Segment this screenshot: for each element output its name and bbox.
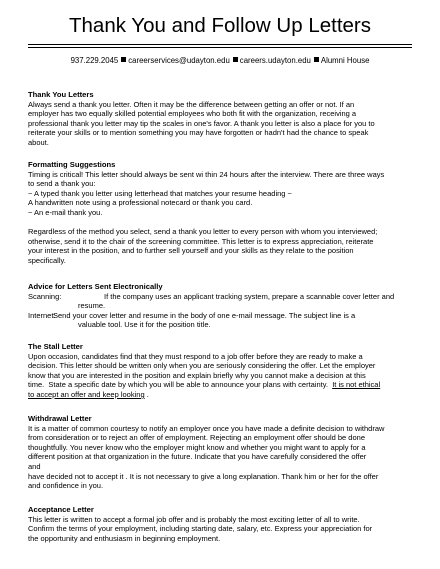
section-withdrawal — [28, 414, 418, 491]
section-heading: Advice for Letters Sent Electronically — [28, 282, 163, 291]
paragraph-line: A handwritten note using a professional notecard or thank you card. — [28, 198, 253, 208]
paragraph-line: decision. This letter should be written only when you are seriously considering the offer. Let the employer — [28, 361, 376, 371]
paragraph-line: different position at that organization in the future. Indicate that you have carefully considered the offer — [28, 452, 367, 462]
contact-email[interactable]: careerservices@udayton.edu — [128, 56, 230, 65]
item-label: Scanning: — [28, 291, 62, 301]
paragraph-line: professional thank you letter may tip the scales in one's favor. A thank you letter is also a place for you to — [28, 118, 375, 128]
section-heading: The Stall Letter — [28, 342, 83, 351]
paragraph-line: It is a matter of common courtesy to notify an employer once you have made a definite decision to withdraw — [28, 423, 385, 433]
contact-location: Alumni House — [320, 56, 370, 65]
paragraph-line: time. State a specific date by which you will be able to announce your plans with certainty. It is not ethical — [28, 380, 381, 390]
ethics-note: It is not ethical — [332, 380, 381, 390]
paragraph-line: resume. — [78, 301, 106, 311]
section-formatting — [28, 160, 418, 266]
paragraph-line: ~ A typed thank you letter using letterhead that matches your resume heading ~ — [28, 188, 292, 198]
contact-website[interactable]: careers.udayton.edu — [239, 56, 311, 65]
contact-line — [0, 56, 440, 66]
paragraph-line: your interest in the position, and to further sell yourself and your skills as they relate to the position — [28, 246, 354, 256]
paragraph-line: Always send a thank you letter. Often it may be the difference between getting an offer or not. If an — [28, 99, 355, 109]
paragraph-line: Confirm the terms of your employment, including starting date, salary, etc. Express your appreciation for — [28, 524, 373, 534]
bullet-square-icon — [121, 57, 126, 62]
paragraph-line: from consideration or to reject an offer of employment. Rejecting an employment offer should be done — [28, 433, 365, 443]
paragraph-line: Send your cover letter and resume in the body of one e-mail message. The subject line is a — [53, 310, 356, 320]
bullet-square-icon — [233, 57, 238, 62]
paragraph-line: otherwise, send it to the chair of the screening committee. This letter is to express appreciation, reiterate — [28, 236, 374, 246]
paragraph-line: ~ An e-mail thank you. — [28, 207, 103, 217]
paragraph-line: about. — [28, 137, 49, 147]
paragraph-line: and — [28, 461, 41, 471]
paragraph-line: Upon occasion, candidates find that they must respond to a job offer before they are ready to make a — [28, 351, 363, 361]
paragraph-line: know that you are interested in the position and explain briefly why you cannot make a decision at this — [28, 370, 366, 380]
scanning-item — [28, 292, 418, 311]
section-thank-you — [28, 90, 418, 148]
paragraph-line: to accept an offer and keep looking . — [28, 389, 149, 399]
paragraph-line: specifically. — [28, 255, 66, 265]
paragraph-line: have decided not to accept it . It is not necessary to give a long explanation. Thank him or her for the offer — [28, 471, 379, 481]
paragraph-line: employer has two equally skilled potential employees who both fit with the organization, receiving a — [28, 109, 357, 119]
ethics-note: to accept an offer and keep looking — [28, 389, 145, 399]
paragraph-line: This letter is written to accept a formal job offer and is probably the most exciting letter of all to write. — [28, 514, 360, 524]
paragraph-line: thoughtfully. You never know who the employer might know and whether you might want to apply for a — [28, 442, 366, 452]
paragraph-line: reiterate your skills or to mention something you may have forgotten or hadn't had the chance to speak — [28, 128, 369, 138]
paragraph-line: the opportunity and enthusiasm in beginning employment. — [28, 533, 221, 543]
bullet-square-icon — [314, 57, 319, 62]
paragraph-line: to send a thank you: — [28, 179, 96, 189]
section-electronic — [28, 282, 418, 330]
paragraph-line: Timing is critical! This letter should always be sent wi thin 24 hours after the interview. There are three ways — [28, 169, 385, 179]
paragraph-line: If the company uses an applicant tracking system, prepare a scannable cover letter and — [104, 291, 395, 301]
section-heading: Acceptance Letter — [28, 505, 94, 514]
item-label: Internet: — [28, 310, 56, 320]
title-divider-top — [28, 44, 412, 45]
paragraph-line: Regardless of the method you select, send a thank you letter to every person with whom you interviewed; — [28, 227, 378, 237]
internet-item — [28, 311, 418, 330]
paragraph-line: valuable tool. Use it for the position title. — [78, 320, 211, 330]
section-stall — [28, 342, 418, 400]
section-heading: Thank You Letters — [28, 90, 94, 99]
section-acceptance — [28, 505, 418, 543]
paragraph-line: and confidence in you. — [28, 481, 104, 491]
contact-phone: 937.229.2045 — [70, 56, 119, 65]
page-title: Thank You and Follow Up Letters — [69, 14, 371, 37]
title-divider-bottom — [28, 47, 412, 48]
section-heading: Formatting Suggestions — [28, 160, 116, 169]
section-heading: Withdrawal Letter — [28, 414, 92, 423]
